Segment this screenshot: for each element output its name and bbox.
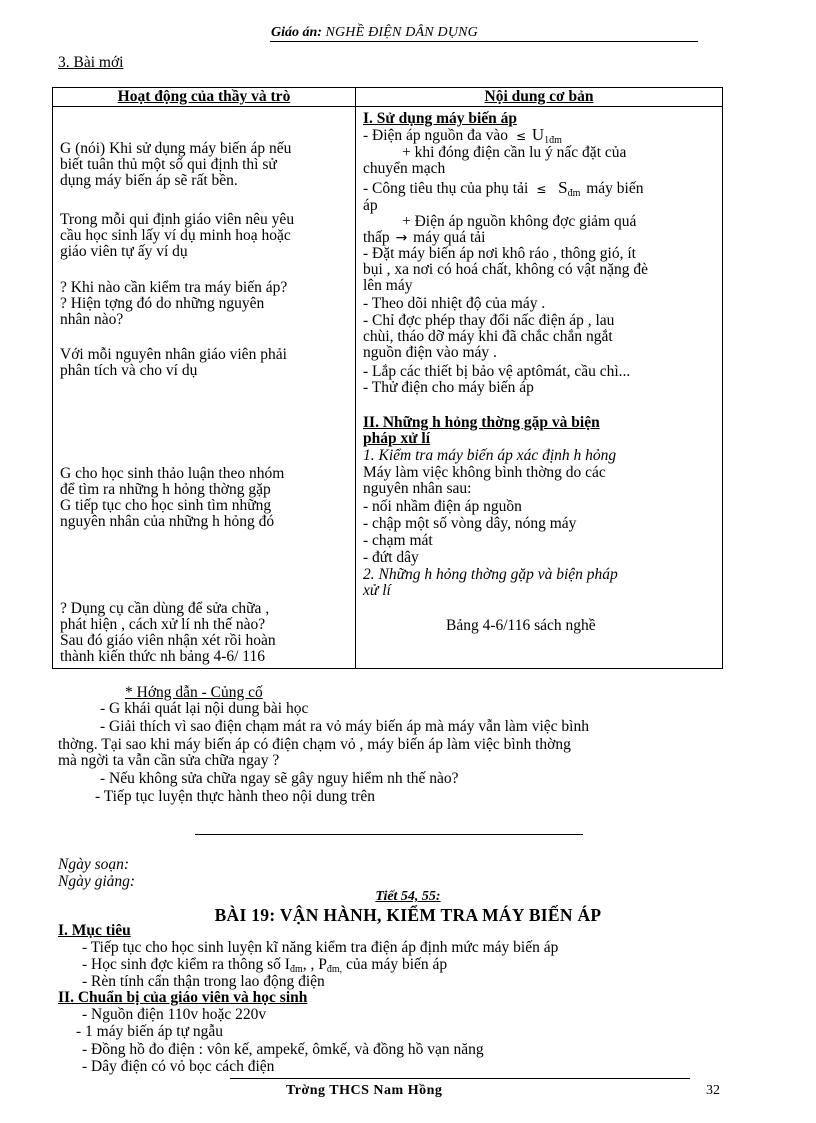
lesson-period: Tiết 54, 55: <box>375 889 441 904</box>
right-line: chùi, tháo dỡ máy khi đã chắc chắn ngắt <box>363 328 613 345</box>
right-line: - nối nhầm điện áp nguồn <box>363 498 522 515</box>
header-subject: NGHỀ ĐIỆN DÂN DỤNG <box>325 25 478 40</box>
guide-line: - Nếu không sửa chữa ngay sẽ gây nguy hiểm nh thế nào? <box>100 770 459 787</box>
lesson-title: BÀI 19: VẬN HÀNH, KIỂM TRA MÁY BIẾN ÁP <box>214 905 602 925</box>
preparation-heading: II. Chuẩn bị của giáo viên và học sinh <box>58 989 308 1006</box>
table-header-left: Hoạt động của thầy và trò <box>53 88 356 107</box>
right-line: - Thử điện cho máy biến áp <box>363 379 534 396</box>
prep-item: - 1 máy biến áp tự ngẫu <box>76 1023 224 1040</box>
date-prepared: Ngày soạn: <box>58 856 130 873</box>
left-line: nhân nào? <box>60 311 124 328</box>
guide-title <box>125 684 263 701</box>
right-line: - đứt dây <box>363 549 419 566</box>
section-2-title: pháp xử lí <box>363 430 431 447</box>
right-line: Máy làm việc không bình thờng do các <box>363 464 606 481</box>
right-line-text: - Công tiêu thụ của phụ tải <box>363 180 529 197</box>
table-header-right: Nội dung cơ bản <box>356 88 723 107</box>
right-line: - Theo dõi nhiệt độ của máy . <box>363 295 546 312</box>
guide-title-text: * Hớng dẫn - Củng cố <box>125 684 263 701</box>
prep-item: - Đồng hồ đo điện : vôn kế, ampekế, ômkế, và đồng hồ vạn năng <box>82 1041 484 1058</box>
right-line: - Lắp các thiết bị bảo vệ aptômát, cầu chì... <box>363 363 631 380</box>
right-line: 1. Kiểm tra máy biến áp xác định h hỏng <box>363 447 617 464</box>
right-line: + khi đóng điện cần lu ý nấc đặt của <box>402 144 627 161</box>
right-line <box>363 179 644 199</box>
footer-rule <box>230 1078 690 1079</box>
objective-item: - Rèn tính cẩn thận trong lao động điện <box>82 973 325 990</box>
right-line: - Đặt máy biến áp nơi khô ráo , thông gió, ít <box>363 245 636 262</box>
left-line: phát hiện , cách xử lí nh thế nào? <box>60 616 266 633</box>
right-line: - chạm mát <box>363 532 433 549</box>
header-rule <box>270 41 698 42</box>
right-line-text: máy quá tải <box>413 229 486 246</box>
left-line: G tiếp tục cho học sinh tìm những <box>60 497 272 514</box>
left-line: Trong mỗi qui định giáo viên nêu yêu <box>60 211 295 228</box>
left-line: ? Dụng cụ cần dùng để sửa chữa , <box>60 600 270 617</box>
left-line: G cho học sinh thảo luận theo nhóm <box>60 465 285 482</box>
left-line: biết tuân thủ một số qui định thì sử <box>60 156 277 173</box>
objectives-heading: I. Mục tiêu <box>58 922 131 939</box>
guide-line: - Tiếp tục luyện thực hành theo nội dung trên <box>95 788 376 805</box>
right-line: - Chỉ đợc phép thay đổi nấc điện áp , lau <box>363 312 615 329</box>
right-line: xử lí <box>363 582 391 599</box>
right-line: chuyển mạch <box>363 160 446 177</box>
right-line: bụi , xa nơi có hoá chất, không có vật nặng đè <box>363 261 648 278</box>
date-taught: Ngày giảng: <box>58 873 136 890</box>
divider <box>195 834 583 835</box>
right-line-text: máy biến <box>586 180 644 197</box>
prep-item: - Nguồn điện 110v hoặc 220v <box>82 1006 267 1023</box>
section-label: 3. Bài mới <box>58 54 124 71</box>
section-2-title: II. Những h hỏng thờng gặp và biện <box>363 414 600 431</box>
objective-item: - Tiếp tục cho học sinh luyện kĩ năng kiểm tra điện áp định mức máy biến áp <box>82 939 559 956</box>
leq-symbol: ≤ <box>536 182 547 196</box>
left-line: phân tích và cho ví dụ <box>60 362 198 379</box>
guide-line: - Giải thích vì sao điện chạm mát ra vỏ máy biến áp mà máy vẫn làm việc bình <box>100 718 589 735</box>
left-column <box>53 107 356 669</box>
page-number: 32 <box>706 1083 720 1098</box>
left-line: nguyên nhân của những h hỏng đó <box>60 513 275 530</box>
footer-school: Trờng THCS Nam Hồng <box>286 1083 443 1098</box>
voltage-symbol: U <box>531 125 545 144</box>
arrow-icon: → <box>395 230 408 246</box>
left-line: ? Hiện tợng đó do những nguyên <box>60 295 265 312</box>
left-line: ? Khi nào cần kiểm tra máy biến áp? <box>60 279 288 296</box>
current-subscript: đm <box>289 964 303 975</box>
lesson-table <box>52 87 723 669</box>
right-line: + Điện áp nguồn không đợc giảm quá <box>402 213 637 230</box>
power-symbol: S <box>558 178 568 197</box>
prep-item: - Dây điện có vỏ bọc cách điện <box>82 1058 275 1075</box>
right-line: nguồn điện vào máy . <box>363 344 497 361</box>
section-1-title: I. Sử dụng máy biến áp <box>363 110 518 127</box>
left-line: giáo viên tự ấy ví dụ <box>60 243 188 260</box>
left-line: G (nói) Khi sử dụng máy biến áp nếu <box>60 140 292 157</box>
left-line: dụng máy biến áp sẽ rất bền. <box>60 172 238 189</box>
right-line-text: - Điện áp nguồn đa vào <box>363 127 509 144</box>
objective-text: - Học sinh đợc kiểm ra thông số I <box>82 956 290 973</box>
left-line: thành kiến thức nh bảng 4-6/ 116 <box>60 648 265 665</box>
guide-line: mà ngời ta vẫn cần sửa chữa ngay ? <box>58 752 280 769</box>
right-line: áp <box>363 197 378 214</box>
power-subscript: đm, <box>326 964 343 975</box>
objective-text: , , P <box>302 956 327 973</box>
right-line: 2. Những h hỏng thờng gặp và biện pháp <box>363 566 618 583</box>
voltage-subscript: 1đm <box>544 135 562 146</box>
power-subscript: đm <box>567 188 581 199</box>
left-line: Với mỗi nguyên nhân giáo viên phải <box>60 346 287 363</box>
page-header <box>271 25 478 41</box>
leq-symbol: ≤ <box>515 129 526 143</box>
right-column <box>356 107 723 669</box>
right-line: Bảng 4-6/116 sách nghề <box>446 617 596 634</box>
left-line: để tìm ra những h hỏng thờng gặp <box>60 481 271 498</box>
header-prefix: Giáo án: <box>271 25 322 40</box>
right-line <box>363 126 562 146</box>
right-line-text: thấp <box>363 229 390 246</box>
guide-line: thờng. Tại sao khi máy biến áp có điện chạm vỏ , máy biến áp làm việc bình thờng <box>58 736 571 753</box>
right-line: - chập một số vòng dây, nóng máy <box>363 515 577 532</box>
guide-line: - G khái quát lại nội dung bài học <box>100 700 309 717</box>
right-line: nguyên nhân sau: <box>363 480 472 497</box>
objective-text: của máy biến áp <box>346 956 448 973</box>
right-line: lên máy <box>363 277 413 294</box>
left-line: cầu học sinh lấy ví dụ minh hoạ hoặc <box>60 227 291 244</box>
left-line: Sau đó giáo viên nhận xét rồi hoàn <box>60 632 276 649</box>
